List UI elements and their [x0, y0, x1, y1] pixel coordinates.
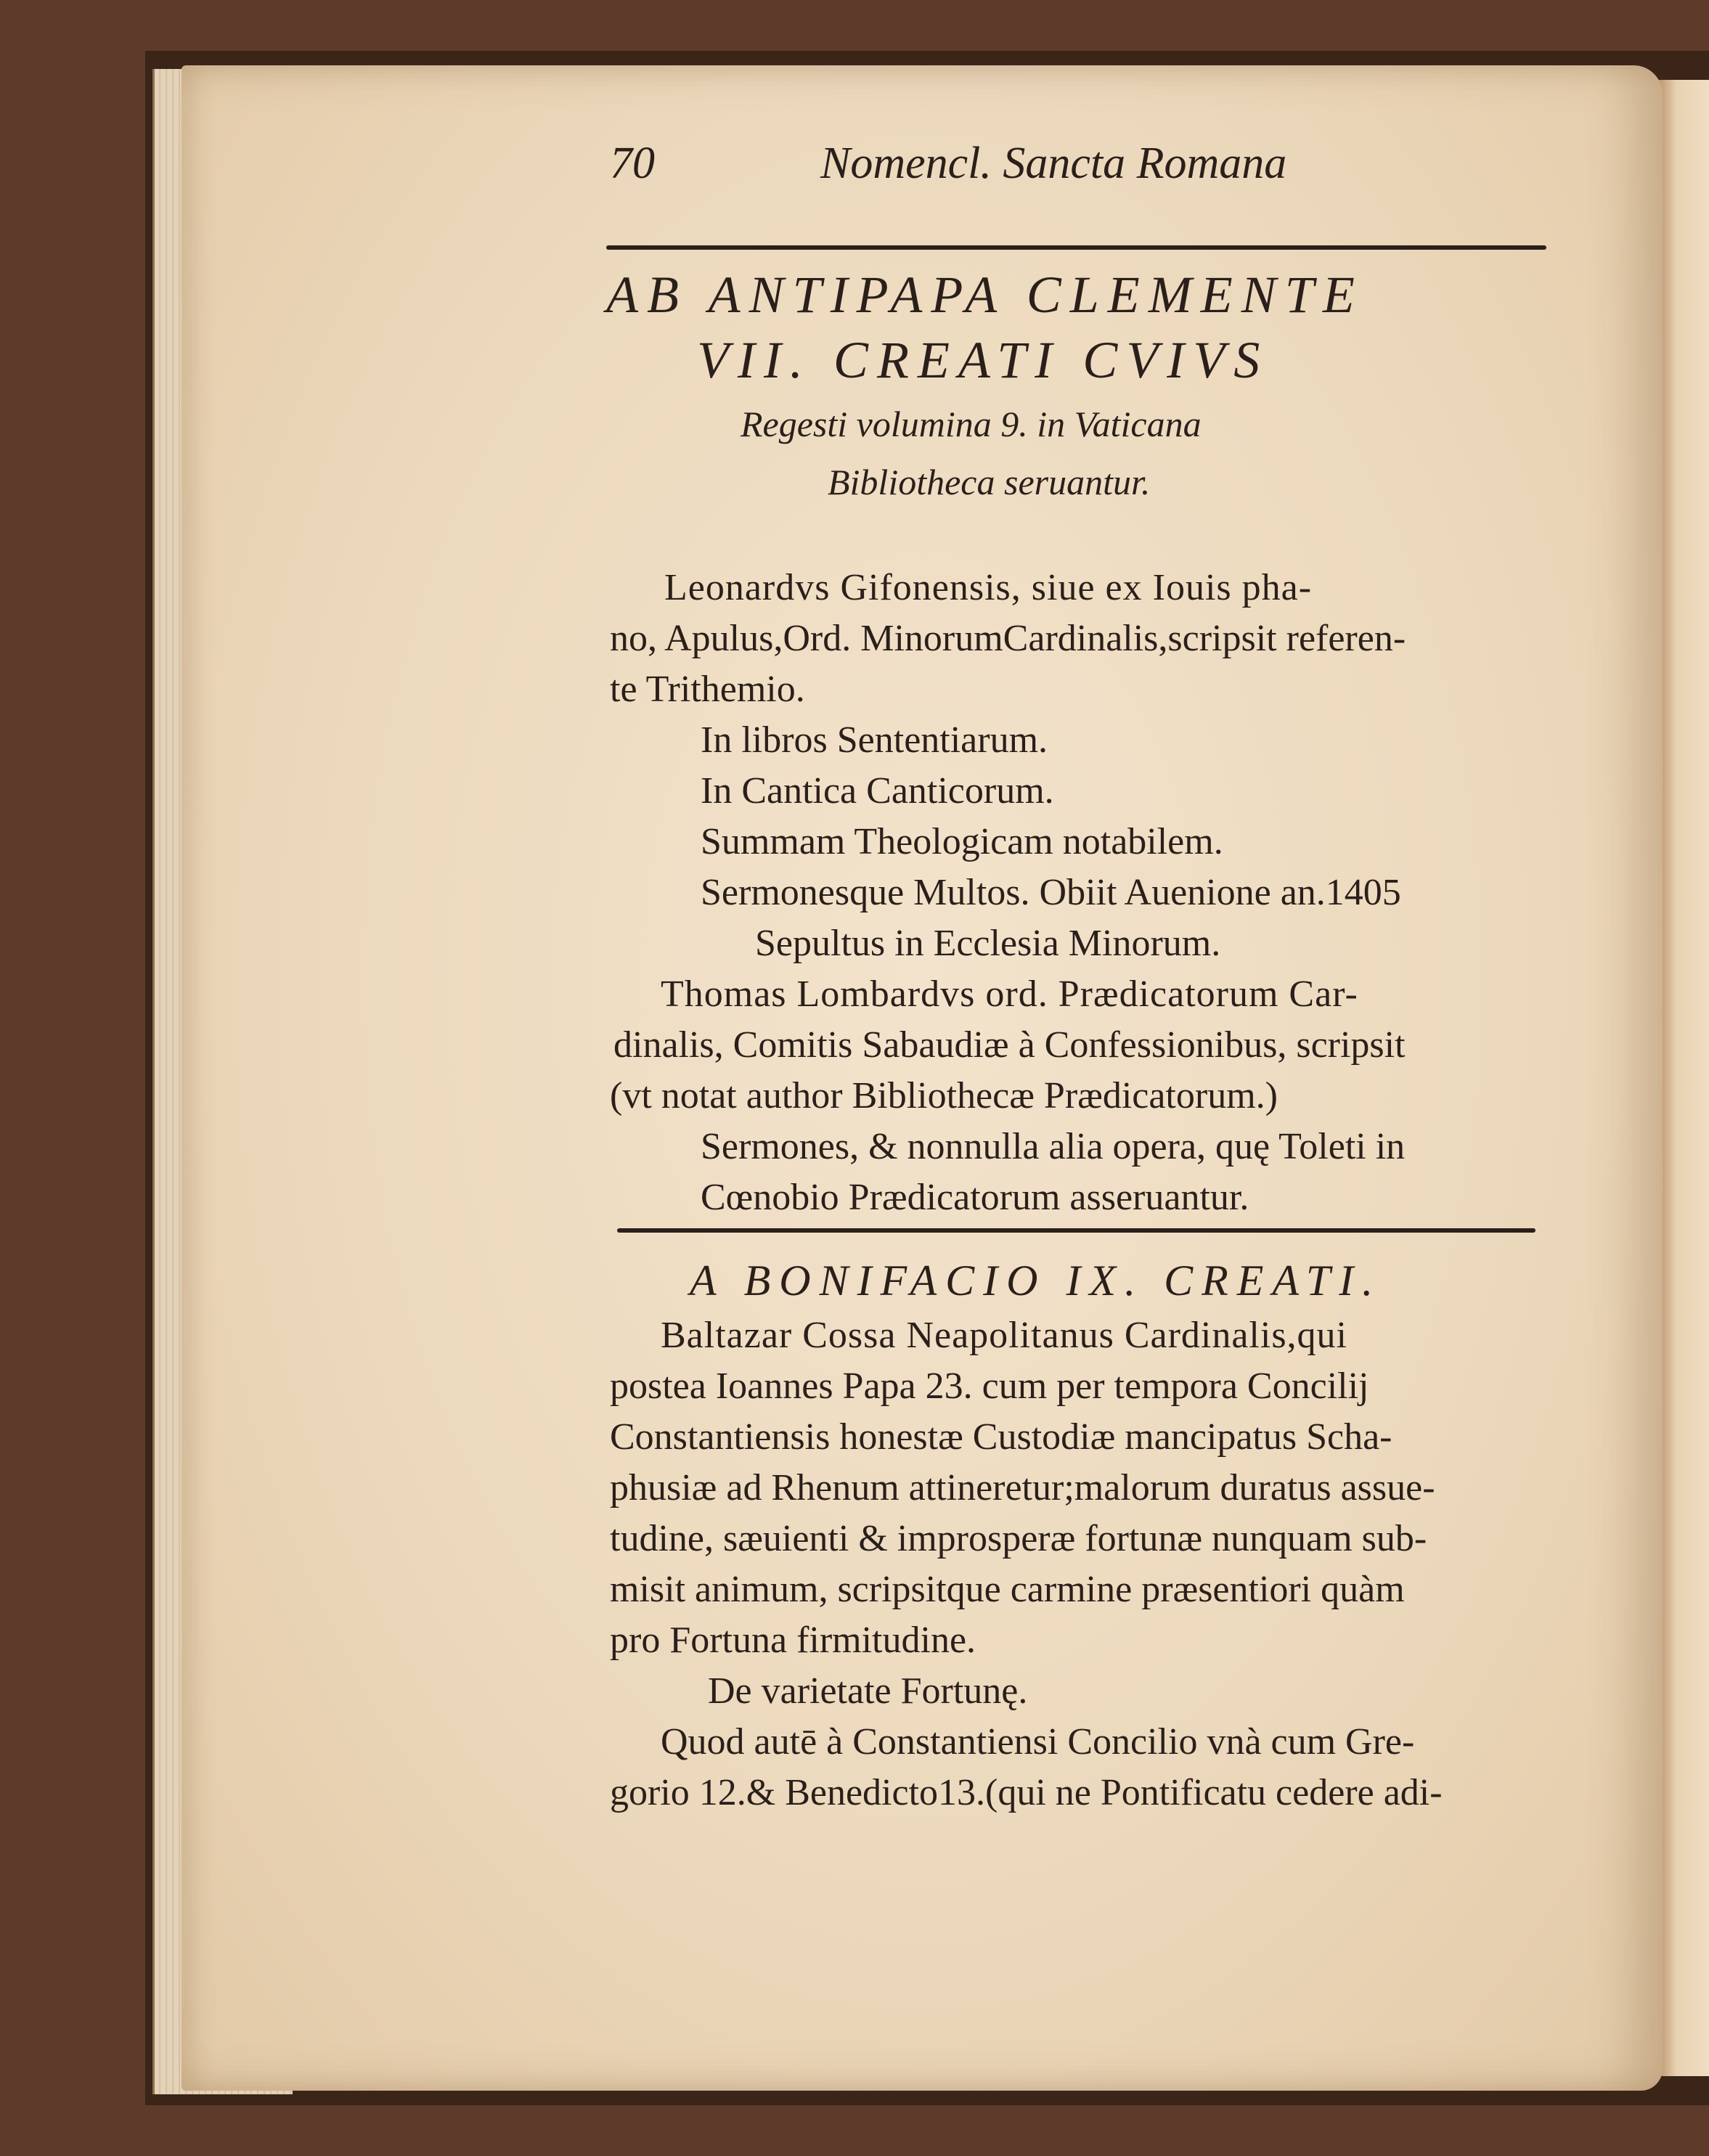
section-heading-line-1: AB ANTIPAPA CLEMENTE: [606, 266, 1363, 324]
entry-line: Leonardvs Gifonensis, siue ex Iouis pha-: [664, 567, 1313, 608]
entry-line: tudine, sæuienti & improsperæ fortunæ nunquam sub-: [610, 1518, 1427, 1559]
entry-line: dinalis, Comitis Sabaudiæ à Confessionibus, scripsit: [613, 1024, 1406, 1066]
facing-page-edge: [1655, 80, 1709, 2076]
entry-line: Sermonesque Multos. Obiit Auenione an.1405: [701, 872, 1401, 913]
entry-line: te Trithemio.: [610, 669, 805, 710]
section-heading-line-2: VII. CREATI CVIVS: [697, 331, 1269, 389]
section-subheading-line-1: Regesti volumina 9. in Vaticana: [741, 404, 1202, 444]
entry-line: pro Fortuna firmitudine.: [610, 1620, 976, 1661]
entry-line: postea Ioannes Papa 23. cum per tempora Concilij: [610, 1365, 1369, 1407]
entry-line: gorio 12.& Benedicto13.(qui ne Pontificatu cedere adi-: [610, 1772, 1443, 1813]
entry-line: Constantiensis honestæ Custodiæ mancipatus Scha-: [610, 1416, 1392, 1458]
entry-line: In Cantica Canticorum.: [701, 770, 1054, 812]
entry-line: Summam Theologicam notabilem.: [701, 821, 1223, 862]
entry-line: Sepultus in Ecclesia Minorum.: [755, 923, 1221, 964]
section-heading: A BONIFACIO IX. CREATI.: [690, 1257, 1382, 1304]
page-number: 70: [610, 139, 655, 188]
header-rule: [606, 245, 1546, 250]
entry-line: (vt notat author Bibliothecæ Prædicatorum.): [610, 1075, 1278, 1116]
entry-line: Baltazar Cossa Neapolitanus Cardinalis,qui: [661, 1315, 1348, 1356]
entry-line: phusiæ ad Rhenum attineretur;malorum duratus assue-: [610, 1467, 1435, 1508]
entry-line: misit animum, scripsitque carmine præsentiori quàm: [610, 1569, 1405, 1610]
running-title: Nomencl. Sancta Romana: [820, 139, 1287, 188]
entry-line: no, Apulus,Ord. MinorumCardinalis,scripsit referen-: [610, 618, 1406, 659]
entry-line: De varietate Fortunę.: [708, 1670, 1028, 1712]
entry-line: In libros Sententiarum.: [701, 719, 1048, 761]
section-subheading-line-2: Bibliotheca seruantur.: [828, 462, 1151, 502]
entry-line: Sermones, & nonnulla alia opera, quę Toleti in: [701, 1126, 1406, 1167]
entry-line: Thomas Lombardvs ord. Prædicatorum Car-: [661, 973, 1358, 1015]
running-head: [610, 138, 1554, 203]
section-rule: [617, 1228, 1535, 1233]
entry-line: Quod autē à Constantiensi Concilio vnà cum Gre-: [661, 1721, 1415, 1763]
entry-line: Cœnobio Prædicatorum asseruantur.: [701, 1177, 1249, 1218]
